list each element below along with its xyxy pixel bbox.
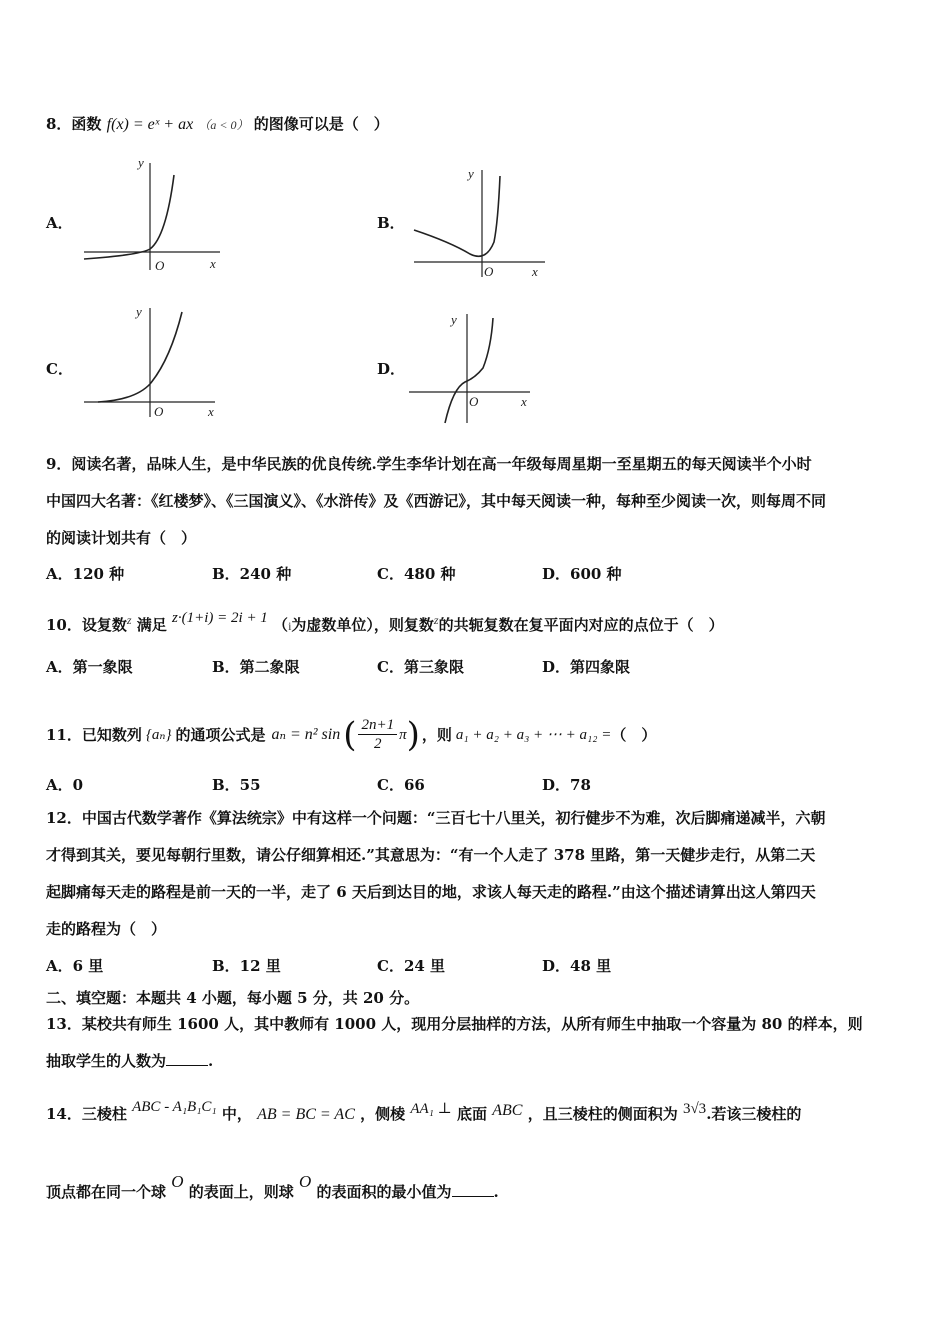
q8-option-c-label: C．	[46, 360, 73, 378]
graph-a-y-label: y	[138, 155, 144, 170]
q12-option-a: A．6 里	[46, 957, 104, 975]
q11-option-d: D．78	[542, 776, 591, 794]
q10-option-b: B．第二象限	[212, 658, 300, 676]
q9-line-3: 的阅读计划共有（ ）	[46, 529, 197, 547]
q9-line-2: 中国四大名著：《红楼梦》、《三国演义》、《水浒传》及《西游记》，其中每天阅读一种，每种至少阅读一次，则每周不同	[46, 492, 827, 510]
q9-line-1: 9．阅读名著，品味人生，是中华民族的优良传统.学生李华计划在高一年级每周星期一至星期五的每天阅读半个小时	[46, 455, 812, 473]
graph-c-x-label: x	[208, 404, 214, 419]
q13-line-1: 13．某校共有师生 1600 人，其中教师有 1000 人，现用分层抽样的方法，从所有师生中抽取一个容量为 80 的样本，则	[46, 1015, 863, 1033]
q11-option-c: C．66	[377, 776, 425, 794]
q12-option-b: B．12 里	[212, 957, 281, 975]
q11-formula: aₙ = n² sin	[271, 725, 341, 743]
graph-a-x-label: x	[210, 256, 216, 271]
graph-b-x-label: x	[532, 264, 538, 279]
graph-d-x-label: x	[521, 394, 527, 409]
q12-option-d: D．48 里	[542, 957, 612, 975]
q12-option-c: C．24 里	[377, 957, 446, 975]
q11-option-b: B．55	[212, 776, 261, 794]
q12-line-2: 才得到其关，要见每朝行里数，请公仔细算相还.”其意思为：“有一个人走了 378 里路，第一天健步走行，从第二天	[46, 846, 816, 864]
q8-graph-d	[405, 308, 555, 428]
q8-graph-a	[80, 155, 230, 275]
q12-line-3: 起脚痛每天走的路程是前一天的一半，走了 6 天后到达目的地，求该人每天走的路程.”由这个描述请算出这人第四天	[46, 883, 816, 901]
q8-condition: （a < 0）	[198, 118, 249, 132]
q12-line-4: 走的路程为（ ）	[46, 920, 167, 938]
q11-fraction: 2n+1 2	[358, 716, 397, 753]
q14-answer-blank[interactable]	[452, 1182, 494, 1197]
q10-option-a: A．第一象限	[46, 658, 133, 676]
q9-option-a: A．120 种	[46, 565, 125, 583]
q8-stem: 8．函数 f(x) = eˣ + ax （a < 0） 的图像可以是（ ）	[46, 115, 389, 133]
q10-option-c: C．第三象限	[377, 658, 464, 676]
section-2-heading: 二、填空题：本题共 4 小题，每小题 5 分，共 20 分。	[46, 989, 420, 1007]
q13-line-2: 抽取学生的人数为 .	[46, 1052, 214, 1070]
q11-option-a: A．0	[46, 776, 84, 794]
q9-option-c: C．480 种	[377, 565, 456, 583]
q10-formula: z·(1+i) = 2i + 1	[172, 610, 268, 626]
graph-c-origin-label: O	[154, 404, 164, 419]
q8-formula: f(x) = eˣ + ax	[106, 116, 194, 133]
graph-b-y-label: y	[468, 166, 474, 181]
q11-stem: 11．已知数列 {aₙ} 的通项公式是 aₙ = n² sin ( 2n+1 2 π ) ，则 a₁ + a₂ + a₃ + ⋯ + a₁₂ = （ ）	[46, 714, 657, 755]
q10-stem: 10．设复数$^z$ 满足 z·(1+i) = 2i + 1 （i为虚数单位），则复数$^z$的共轭复数在复平面内对应的点位于（ ）	[46, 610, 724, 634]
q14-line-2: 顶点都在同一个球 O 的表面上，则球 O 的表面积的最小值为 .	[46, 1172, 499, 1201]
q12-line-1: 12．中国古代数学著作《算法统宗》中有这样一个问题：“三百七十八里关，初行健步不为难，次后脚痛递减半，六朝	[46, 809, 826, 827]
q10-option-d: D．第四象限	[542, 658, 631, 676]
q8-graph-c	[80, 302, 230, 422]
q9-option-d: D．600 种	[542, 565, 622, 583]
q13-answer-blank[interactable]	[166, 1051, 208, 1066]
q14-line-1: 14．三棱柱 ABC - A₁B₁C₁ 中， AB = BC = AC ，侧棱 AA₁ ⊥ 底面 ABC ，且三棱柱的侧面积为 3√3.若该三棱柱的	[46, 1099, 802, 1123]
graph-d-origin-label: O	[469, 394, 479, 409]
q11-sequence: {aₙ}	[145, 726, 172, 743]
graph-a-origin-label: O	[155, 258, 165, 273]
q8-option-a-label: A．	[46, 214, 73, 232]
q9-option-b: B．240 种	[212, 565, 292, 583]
q8-option-b-label: B．	[377, 214, 405, 232]
graph-b-origin-label: O	[484, 264, 494, 279]
graph-d-y-label: y	[451, 312, 457, 327]
q8-graph-b	[410, 162, 560, 282]
graph-c-y-label: y	[136, 304, 142, 319]
q8-option-d-label: D．	[377, 360, 406, 378]
q11-sum: a₁ + a₂ + a₃ + ⋯ + a₁₂ =	[455, 726, 612, 743]
